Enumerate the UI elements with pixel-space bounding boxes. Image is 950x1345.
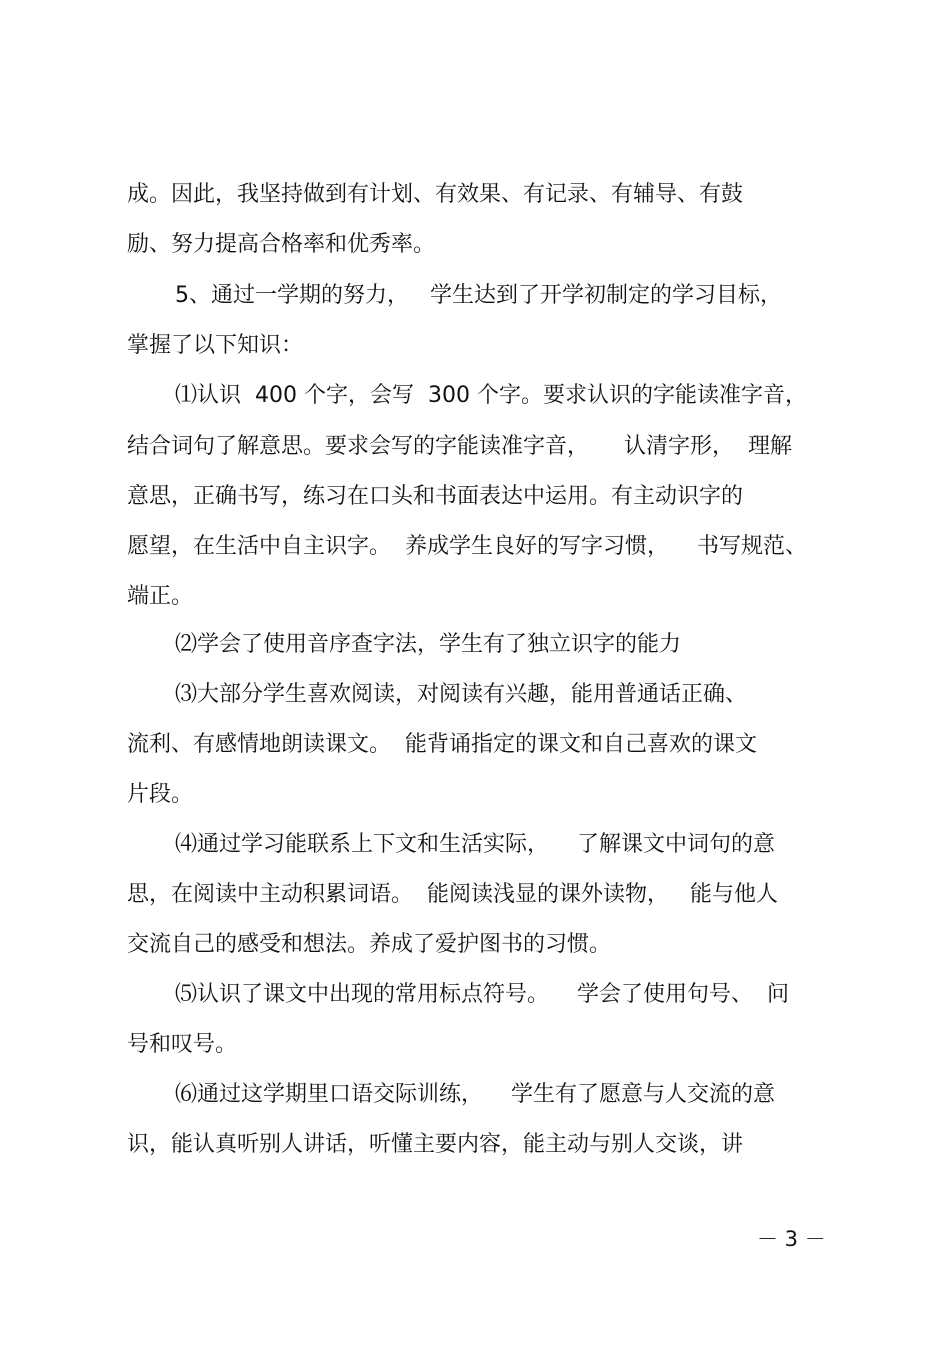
list-item-4: ⑷通过学习能联系上下文和生活实际， 了解课文中词句的意: [175, 832, 775, 857]
paragraph-heading: 5、通过一学期的努力， 学生达到了开学初制定的学习目标，: [175, 283, 782, 308]
text-line: 端正。: [127, 584, 194, 609]
text-line: 交流自己的感受和想法。养成了爱护图书的习惯。: [127, 932, 612, 957]
text-line: 片段。: [127, 782, 194, 807]
page-number: － 3 －: [757, 1227, 826, 1251]
list-item-1: ⑴认识 400 个字，会写 300 个字。要求认识的字能读准字音，: [175, 383, 807, 408]
list-item-3: ⑶大部分学生喜欢阅读，对阅读有兴趣，能用普通话正确、: [175, 682, 748, 707]
list-item-2: ⑵学会了使用音序查字法，学生有了独立识字的能力: [175, 632, 682, 657]
text-line: 识，能认真听别人讲话，听懂主要内容，能主动与别人交谈，讲: [127, 1132, 744, 1157]
text-line: 思，在阅读中主动积累词语。 能阅读浅显的课外读物， 能与他人: [127, 882, 778, 907]
list-item-5: ⑸认识了课文中出现的常用标点符号。 学会了使用句号、 问: [175, 982, 789, 1007]
text-line: 意思，正确书写，练习在口头和书面表达中运用。有主动识字的: [127, 484, 744, 509]
text-line: 号和叹号。: [127, 1032, 238, 1057]
text-line: 掌握了以下知识：: [127, 333, 304, 358]
text-line: 结合词句了解意思。要求会写的字能读准字音， 认清字形， 理解: [127, 434, 792, 459]
text-line: 励、努力提高合格率和优秀率。: [127, 232, 436, 257]
text-line: 愿望，在生活中自主识字。 养成学生良好的写字习惯， 书写规范、: [127, 534, 807, 559]
list-item-6: ⑹通过这学期里口语交际训练， 学生有了愿意与人交流的意: [175, 1082, 775, 1107]
text-line: 流利、有感情地朗读课文。 能背诵指定的课文和自己喜欢的课文: [127, 732, 757, 757]
text-line: 成。因此，我坚持做到有计划、有效果、有记录、有辅导、有鼓: [127, 182, 744, 207]
